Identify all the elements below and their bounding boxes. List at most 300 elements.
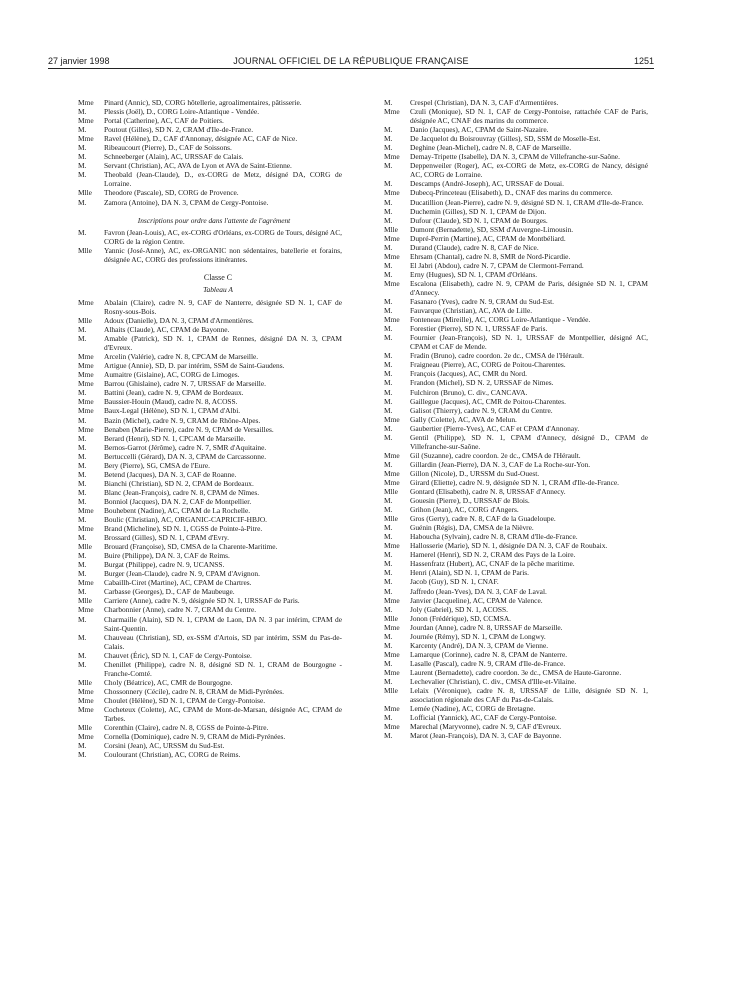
list-item (370, 270, 648, 279)
list-item (64, 316, 342, 325)
civility-title: M. (384, 134, 393, 144)
civility-title: M. (384, 269, 393, 279)
entry-text: Burgat (Philippe), cadre N. 9, UCANSS. (104, 560, 225, 570)
entry-text: Buire (Philippe), DA N. 3, CAF de Reims. (104, 551, 230, 561)
civility-title: Mlle (384, 613, 398, 623)
entry-text: Lechevalier (Christian), C. div., CMSA d'Ille-et-Vilaine. (410, 677, 577, 686)
civility-title: M. (384, 125, 393, 135)
entry-text: Gros (Gerty), cadre N. 8, CAF de la Guadeloupe. (410, 514, 556, 524)
list-item (370, 243, 648, 252)
list-item (370, 207, 648, 216)
civility-title: Mlle (78, 596, 92, 606)
civility-title: M. (78, 469, 87, 479)
list-item (64, 116, 342, 125)
entry-text: Grihon (Jean), AC, CORG d'Angers. (410, 505, 519, 515)
list-item (370, 297, 648, 306)
entry-text: Cabaillh-Ciret (Martine), AC, CPAM de Chartres. (104, 578, 252, 588)
entry-text: Ribeaucourt (Pierre), D., CAF de Soissons. (104, 143, 232, 153)
entry-text: Abalain (Claire), cadre N. 9, CAF de Nanterre, désignée SD N. 1, CAF de Rosny-sous-Bois. (104, 297, 342, 316)
civility-title: Mlle (78, 188, 92, 198)
civility-title: Mme (384, 667, 400, 677)
civility-title: M. (78, 433, 87, 443)
civility-title: M. (78, 478, 87, 488)
list-item (370, 677, 648, 686)
civility-title: M. (78, 107, 87, 117)
civility-title: Mlle (78, 677, 92, 687)
list-item (370, 216, 648, 225)
entry-text: Hassenfratz (Hubert), AC, CNAF de la pêche maritime. (410, 559, 575, 569)
entry-text: Forestier (Pierre), SD N. 1, URSSAF de Paris. (410, 324, 548, 334)
civility-title: M. (384, 586, 393, 596)
entry-text: Joly (Gabriel), SD N. 1, ACOSS. (410, 604, 508, 614)
civility-title: Mme (384, 477, 400, 487)
list-item (370, 315, 648, 324)
list-item (370, 559, 648, 568)
civility-title: M. (78, 161, 87, 171)
entry-text: Laurent (Bernadette), cadre coordon. 3e dc., CMSA de Haute-Garonne. (410, 667, 622, 677)
list-item (64, 569, 342, 578)
list-item (370, 134, 648, 143)
civility-title: M. (384, 396, 393, 406)
civility-title: M. (78, 451, 87, 461)
civility-title: Mlle (384, 686, 398, 696)
civility-title: M. (384, 631, 393, 641)
list-item (370, 704, 648, 713)
entry-text: Cocheteux (Colette), AC, CPAM de Mont-de-Marsan, désignée AC, CPAM de Tarbes. (104, 705, 342, 724)
list-item (64, 488, 342, 497)
civility-title: Mlle (384, 487, 398, 497)
entry-text: Choly (Béatrice), AC, CMR de Bourgogne. (104, 677, 233, 687)
list-item (64, 524, 342, 533)
list-item (370, 406, 648, 415)
civility-title: Mme (78, 705, 94, 714)
civility-title: M. (78, 515, 87, 525)
entry-text: Frandon (Michel), SD N. 2, URSSAF de Nimes. (410, 378, 554, 388)
civility-title: M. (384, 260, 393, 270)
list-item (64, 188, 342, 197)
list-item (370, 541, 648, 550)
civility-title: M. (384, 206, 393, 216)
list-item (370, 632, 648, 641)
civility-title: M. (78, 325, 87, 335)
entry-text: Artigue (Annie), SD, D. par intérim, SSM de Saint-Gaudens. (104, 361, 285, 371)
civility-title: M. (384, 324, 393, 334)
entry-text: Benaben (Marie-Pierre), cadre N. 9, CPAM de Versailles. (104, 424, 274, 434)
entry-text: Coulourant (Christian), AC, CORG de Reims. (104, 750, 241, 760)
civility-title: M. (384, 713, 393, 723)
civility-title: M. (384, 378, 393, 388)
list-item (370, 378, 648, 387)
civility-title: M. (78, 170, 87, 180)
list-item (370, 351, 648, 360)
civility-title: M. (78, 632, 87, 642)
list-item (370, 532, 648, 541)
entry-text: Fradin (Bruno), cadre coordon. 2e dc., CMSA de l'Hérault. (410, 351, 584, 361)
civility-title: Mme (78, 605, 94, 615)
civility-title: Mme (78, 505, 94, 515)
list-item (64, 434, 342, 443)
issue-date: 27 janvier 1998 (48, 56, 110, 66)
list-item (370, 415, 648, 424)
list-item (64, 152, 342, 161)
civility-title: M. (78, 650, 87, 660)
entry-text: Dufour (Claude), SD N. 1, CPAM de Bourges. (410, 215, 548, 225)
list-item (64, 506, 342, 515)
entry-text: Lemée (Nadine), AC, CORG de Bretagne. (410, 704, 536, 714)
entry-text: Chenillet (Philippe), cadre N. 8, désigné SD N. 1, CRAM de Bourgogne - Franche-Comté. (104, 659, 342, 678)
entry-text: Yannic (José-Anne), AC, ex-ORGANIC non sédentaires, batellerie et forains, désignée AC, CORG des professions itinérantes. (104, 245, 342, 264)
entry-text: Henri (Alain), SD N. 1, CPAM de Paris. (410, 568, 529, 578)
civility-title: M. (384, 640, 393, 650)
entry-text: Charbonnier (Anne), cadre N. 7, CRAM du Centre. (104, 605, 257, 615)
civility-title: M. (78, 587, 87, 597)
list-item (64, 198, 342, 207)
entry-text: Charmaille (Alain), SD N. 1, CPAM de Laon, DA N. 3 par intérim, CPAM de Saint-Quentin. (104, 614, 342, 633)
civility-title: Mme (384, 704, 400, 714)
list-item (370, 641, 648, 650)
list-item (370, 252, 648, 261)
civility-title: M. (384, 215, 393, 225)
entry-text: Plessis (Joël), D., CORG Loire-Atlantique - Vendée. (104, 107, 260, 117)
list-item (64, 334, 342, 352)
entry-text: Favron (Jean-Louis), AC, ex-CORG d'Orléans, ex-CORG de Tours, désigné AC, CORG de la région Centre. (104, 227, 342, 246)
entry-text: Czuli (Monique), SD N. 1, CAF de Cergy-Pontoise, rattachée CAF de Paris, désignée AC, CNAF des marins du commerce. (410, 107, 648, 126)
civility-title: Mme (384, 468, 400, 478)
entry-text: Alhaits (Claude), AC, CPAM de Bayonne. (104, 325, 230, 335)
civility-title: Mlle (78, 542, 92, 552)
entry-text: Cornella (Dominique), cadre N. 9, CRAM de Midi-Pyrénées. (104, 732, 286, 742)
entry-text: Erny (Hugues), SD N. 1, CPAM d'Orléans. (410, 269, 538, 279)
list-item (64, 723, 342, 732)
entry-text: Guénin (Régis), DA, CMSA de la Nièvre. (410, 523, 534, 533)
civility-title: M. (384, 98, 393, 107)
entry-text: Brossard (Gilles), SD N. 1, CPAM d'Evry. (104, 533, 229, 543)
list-item (64, 533, 342, 542)
entry-text: Fonteneau (Mireille), AC, CORG Loire-Atlantique - Vendée. (410, 315, 591, 325)
journal-title: JOURNAL OFFICIEL DE LA RÉPUBLIQUE FRANÇAISE (233, 56, 469, 66)
list-item (370, 306, 648, 315)
left-column (64, 98, 342, 759)
civility-title: M. (384, 161, 393, 171)
list-item (370, 487, 648, 496)
entry-text: Servant (Christian), AC, AVA de Lyon et AVA de Saint-Etienne. (104, 161, 292, 171)
list-item (370, 523, 648, 532)
list-item (370, 550, 648, 559)
list-item (64, 660, 342, 678)
civility-title: M. (384, 179, 393, 189)
entry-text: Dumont (Bernadette), SD, SSM d'Auvergne-Limousin. (410, 224, 574, 234)
civility-title: Mme (78, 352, 94, 362)
civility-title: M. (384, 197, 393, 207)
civility-title: Mlle (78, 245, 92, 255)
list-item (370, 369, 648, 378)
civility-title: M. (384, 658, 393, 668)
entry-text: Barrou (Ghislaine), cadre N. 7, URSSAF de Marseille. (104, 379, 266, 389)
list-item (64, 452, 342, 461)
list-item (64, 397, 342, 406)
entry-text: Lasalle (Pascal), cadre N. 9, CRAM d'Ile-de-France. (410, 658, 566, 668)
list-item (64, 651, 342, 660)
entry-text: Chauvet (Éric), SD N. 1, CAF de Cergy-Pontoise. (104, 650, 252, 660)
section-note: Inscriptions pour ordre dans l'attente de l'agrément (137, 215, 291, 225)
civility-title: M. (78, 750, 87, 760)
entry-text: Theodore (Pascale), SD, CORG de Provence. (104, 188, 239, 198)
list-item (370, 234, 648, 243)
civility-title: M. (78, 125, 87, 135)
page-header (48, 56, 654, 69)
list-item (370, 424, 648, 433)
civility-title: Mme (384, 414, 400, 424)
list-item (370, 98, 648, 107)
class-heading: Classe C (203, 272, 233, 282)
list-item (64, 678, 342, 687)
entry-text: Janvier (Jacqueline), AC, CPAM de Valence. (410, 595, 543, 605)
civility-title: M. (384, 532, 393, 542)
list-item (370, 505, 648, 514)
list-item (64, 161, 342, 170)
entry-text: Fauvarque (Christian), AC, AVA de Lille. (410, 306, 533, 316)
civility-title: M. (78, 152, 87, 162)
list-item (370, 478, 648, 487)
entry-text: Bouhebent (Nadine), AC, CPAM de La Rochelle. (104, 505, 251, 515)
entry-text: Betend (Jacques), DA N. 3, CAF de Roanne. (104, 469, 237, 479)
list-item (370, 225, 648, 234)
civility-title: Mme (384, 595, 400, 605)
entry-text: Lofficial (Yannick), AC, CAF de Cergy-Pontoise. (410, 713, 557, 723)
list-item (370, 198, 648, 207)
civility-title: M. (384, 550, 393, 560)
entry-text: Fraigneau (Pierre), AC, CORG de Poitou-Charentes. (410, 360, 566, 370)
list-item (370, 161, 648, 179)
civility-title: M. (384, 333, 393, 343)
entry-text: Lelaix (Véronique), cadre N. 8, URSSAF de Lille, désignée SD N. 1, association régionale des CAF du Pas-de-Calais. (410, 686, 648, 705)
list-item (370, 107, 648, 125)
list-item (64, 578, 342, 587)
list-item (64, 425, 342, 434)
list-item (370, 514, 648, 523)
civility-title: M. (384, 306, 393, 316)
list-item (370, 261, 648, 270)
civility-title: M. (384, 369, 393, 379)
entry-text: Hallosserie (Marie), SD N. 1, désignée DA N. 3, CAF de Roubaix. (410, 541, 608, 551)
list-item (370, 125, 648, 134)
entry-text: Aumaitre (Gislaine), AC, CORG de Limoges. (104, 370, 240, 380)
civility-title: M. (78, 560, 87, 570)
entry-text: Demay-Tripette (Isabelle), DA N. 3, CPAM de Villefranche-sur-Saône. (410, 152, 620, 162)
civility-title: M. (78, 415, 87, 425)
list-item (64, 470, 342, 479)
entry-text: Journée (Rémy), SD N. 1, CPAM de Longwy. (410, 631, 546, 641)
entry-text: Karcenty (André), DA N. 3, CPAM de Vienne. (410, 640, 549, 650)
entry-text: El Jabri (Abdou), cadre N. 7, CPAM de Clermont-Ferrand. (410, 260, 584, 270)
list-item (64, 497, 342, 506)
civility-title: Mme (78, 578, 94, 588)
civility-title: Mme (78, 686, 94, 696)
list-item (370, 152, 648, 161)
civility-title: Mlle (78, 723, 92, 733)
list-item (64, 750, 342, 759)
list-item (64, 732, 342, 741)
entry-text: Fasanaro (Yves), cadre N. 9, CRAM du Sud-Est. (410, 297, 554, 307)
civility-title: Mme (78, 134, 94, 144)
entry-text: Jaffredo (Jean-Yves), DA N. 3, CAF de Laval. (410, 586, 547, 596)
civility-title: M. (384, 731, 393, 741)
list-item (64, 134, 342, 143)
entry-text: Bery (Pierre), SG, CMSA de l'Eure. (104, 460, 211, 470)
civility-title: Mlle (78, 315, 92, 325)
entry-text: De Jacquelot du Boisrouvray (Gilles), SD, SSM de Moselle-Est. (410, 134, 601, 144)
civility-title: Mme (78, 732, 94, 742)
list-item (370, 713, 648, 722)
civility-title: Mme (78, 695, 94, 705)
entry-text: Fulchiron (Bruno), C. div., CANCAVA. (410, 387, 528, 397)
list-item (370, 360, 648, 369)
entry-text: Gillon (Nicole), D., URSSM du Sud-Ouest. (410, 468, 540, 478)
list-item (64, 615, 342, 633)
list-item (64, 596, 342, 605)
civility-title: Mme (78, 98, 94, 107)
list-item (370, 460, 648, 469)
entry-text: Duchemin (Gilles), SD N. 1, CPAM de Dijon. (410, 206, 547, 216)
civility-title: Mme (78, 379, 94, 389)
civility-title: Mme (384, 649, 400, 659)
list-item (370, 496, 648, 505)
entry-text: Schneeberger (Alain), AC, URSSAF de Calais. (104, 152, 244, 162)
entry-text: Theobald (Jean-Claude), D., ex-CORG de Metz, désigné DA, CORG de Lorraine. (104, 170, 342, 189)
entry-text: Haboucha (Sylvain), cadre N. 8, CRAM d'Ile-de-France. (410, 532, 578, 542)
entry-text: Galisot (Thierry), cadre N. 9, CRAM du Centre. (410, 405, 553, 415)
entry-text: Poutout (Gilles), SD N. 2, CRAM d'Ile-de-France. (104, 125, 254, 135)
civility-title: M. (384, 604, 393, 614)
entry-text: Bazin (Michel), cadre N. 9, CRAM de Rhône-Alpes. (104, 415, 261, 425)
civility-title: Mme (78, 524, 94, 534)
entry-text: Brand (Micheline), SD N. 1, CGSS de Pointe-à-Pitre. (104, 524, 263, 534)
civility-title: M. (78, 496, 87, 506)
entry-text: Jonon (Frédérique), SD, CCMSA. (410, 613, 512, 623)
civility-title: M. (78, 569, 87, 579)
entry-text: Battini (Jean), cadre N. 9, CPAM de Bordeaux. (104, 388, 244, 398)
civility-title: M. (384, 459, 393, 469)
list-item (370, 614, 648, 623)
entry-text: Marechal (Maryvonne), cadre N. 9, CAF d'Evreux. (410, 722, 562, 732)
list-item (370, 587, 648, 596)
civility-title: M. (384, 432, 393, 442)
civility-title: M. (384, 387, 393, 397)
entry-text: Gaillegue (Jacques), AC, CMR de Poitou-Charentes. (410, 396, 566, 406)
list-item (370, 469, 648, 478)
list-item (370, 388, 648, 397)
entry-text: Ravel (Hélène), D., CAF d'Annonay, désignée AC, CAF de Nice. (104, 134, 298, 144)
civility-title: M. (384, 523, 393, 533)
civility-title: M. (384, 360, 393, 370)
list-item (370, 451, 648, 460)
entry-text: Descamps (André-Joseph), AC, URSSAF de Douai. (410, 179, 564, 189)
civility-title: Mme (384, 152, 400, 162)
civility-title: Mme (384, 107, 400, 117)
list-item (370, 650, 648, 659)
civility-title: Mme (78, 361, 94, 371)
civility-title: M. (78, 659, 87, 669)
entry-text: Adoux (Danielle), DA N. 3, CPAM d'Armentières. (104, 315, 254, 325)
list-item (64, 143, 342, 152)
civility-title: M. (384, 405, 393, 415)
entry-text: Jourdan (Anne), cadre N. 8, URSSAF de Marseille. (410, 622, 563, 632)
list-item (370, 179, 648, 188)
entry-text: Chauveau (Christian), SD, ex-SSM d'Artois, SD par intérim, SSM du Pas-de-Calais. (104, 632, 342, 651)
civility-title: Mme (384, 188, 400, 198)
civility-title: M. (384, 143, 393, 153)
civility-title: Mlle (384, 224, 398, 234)
list-item (64, 228, 342, 246)
civility-title: M. (78, 197, 87, 207)
entry-text: Blanc (Jean-François), cadre N. 8, CPAM de Nîmes. (104, 487, 260, 497)
list-item (64, 416, 342, 425)
entry-text: Gally (Colette), AC, AVA de Melun. (410, 414, 517, 424)
civility-title: Mme (78, 370, 94, 380)
entry-text: Dubecq-Princeteau (Elisabeth), D., CNAF des marins du commerce. (410, 188, 613, 198)
entry-text: Zamora (Antoine), DA N. 3, CPAM de Cergy-Pontoise. (104, 197, 269, 207)
list-item (64, 107, 342, 116)
entry-text: Deghine (Jean-Michel), cadre N. 8, CAF de Marseille. (410, 143, 572, 153)
list-item (370, 188, 648, 197)
entry-text: Burger (Jean-Claude), cadre N. 9, CPAM d'Avignon. (104, 569, 260, 579)
entry-text: Baux-Legal (Hélène), SD N. 1, CPAM d'Albi. (104, 406, 241, 416)
civility-title: Mme (384, 541, 400, 551)
entry-text: Carriere (Anne), cadre N. 9, désignée SD N. 1, URSSAF de Paris. (104, 596, 300, 606)
civility-title: Mme (384, 315, 400, 325)
entry-text: Crespel (Christian), DA N. 3, CAF d'Armentières. (410, 98, 559, 107)
civility-title: M. (384, 423, 393, 433)
civility-title: M. (78, 551, 87, 561)
entry-text: Bianchi (Christian), SD N. 2, CPAM de Bordeaux. (104, 478, 254, 488)
list-item (64, 696, 342, 705)
list-item (64, 551, 342, 560)
list-item (64, 379, 342, 388)
list-item (370, 596, 648, 605)
page-number: 1251 (633, 56, 654, 66)
list-item (64, 125, 342, 134)
entry-text: Bernos-Garrot (Jérôme), cadre N. 7, SMR d'Aquitaine. (104, 442, 267, 452)
entry-text: Hamerel (Henri), SD N. 2, CRAM des Pays de la Loire. (410, 550, 576, 560)
civility-title: Mme (384, 622, 400, 632)
list-item (64, 361, 342, 370)
list-item (64, 605, 342, 614)
civility-title: M. (78, 460, 87, 470)
civility-title: M. (78, 614, 87, 624)
civility-title: M. (78, 388, 87, 398)
entry-text: Baussier-Houin (Maud), cadre N. 8, ACOSS. (104, 397, 238, 407)
entry-text: Bertuccelli (Gérard), DA N. 3, CPAM de Carcassonne. (104, 451, 267, 461)
entry-text: Portal (Catherine), AC, CAF de Poitiers. (104, 116, 224, 126)
list-item (64, 170, 342, 188)
list-item (370, 722, 648, 731)
table-heading: Tableau A (203, 284, 233, 294)
civility-title: Mme (78, 406, 94, 416)
civility-title: M. (78, 487, 87, 497)
entry-text: Jacob (Guy), SD N. 1, CNAF. (410, 577, 499, 587)
entry-text: Danio (Jacques), AC, CPAM de Saint-Nazaire. (410, 125, 549, 135)
entry-text: Amable (Patrick), SD N. 1, CPAM de Rennes, désigné DA N. 3, CPAM d'Evreux. (104, 334, 342, 353)
civility-title: M. (384, 505, 393, 515)
entry-text: Pinard (Annic), SD, CORG hôtellerie, agroalimentaires, pâtisserie. (104, 98, 302, 107)
civility-title: Mme (78, 424, 94, 434)
civility-title: Mme (384, 722, 400, 732)
civility-title: Mme (384, 251, 400, 261)
entry-text: Lamarque (Corinne), cadre N. 8, CPAM de Nanterre. (410, 649, 568, 659)
right-column (370, 98, 648, 740)
list-item (64, 587, 342, 596)
civility-title: Mlle (384, 514, 398, 524)
